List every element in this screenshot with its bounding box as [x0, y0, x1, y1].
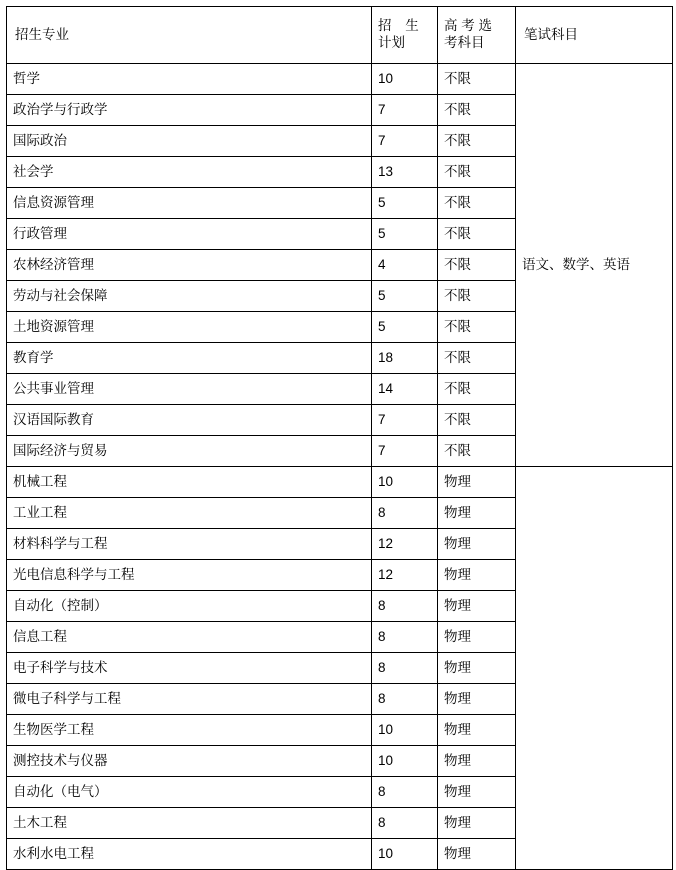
cell-plan: 12 [372, 560, 438, 591]
cell-subject: 物理 [438, 715, 516, 746]
cell-subject: 物理 [438, 622, 516, 653]
cell-major: 测控技术与仪器 [7, 746, 372, 777]
table-header [7, 7, 673, 64]
cell-subject: 物理 [438, 467, 516, 498]
cell-subject: 不限 [438, 312, 516, 343]
cell-major: 国际经济与贸易 [7, 436, 372, 467]
cell-subject: 物理 [438, 560, 516, 591]
cell-major: 土地资源管理 [7, 312, 372, 343]
cell-subject: 不限 [438, 95, 516, 126]
cell-major: 机械工程 [7, 467, 372, 498]
cell-major: 国际政治 [7, 126, 372, 157]
cell-plan: 8 [372, 684, 438, 715]
cell-subject: 物理 [438, 653, 516, 684]
header-row [7, 7, 673, 64]
cell-plan: 10 [372, 64, 438, 95]
cell-exam-subjects [516, 467, 673, 870]
cell-subject: 不限 [438, 374, 516, 405]
cell-major: 生物医学工程 [7, 715, 372, 746]
cell-major: 政治学与行政学 [7, 95, 372, 126]
cell-plan: 8 [372, 591, 438, 622]
cell-plan: 5 [372, 188, 438, 219]
cell-plan: 10 [372, 467, 438, 498]
cell-subject: 不限 [438, 405, 516, 436]
cell-major: 光电信息科学与工程 [7, 560, 372, 591]
cell-subject: 物理 [438, 839, 516, 870]
cell-plan: 10 [372, 839, 438, 870]
cell-major: 汉语国际教育 [7, 405, 372, 436]
cell-major: 社会学 [7, 157, 372, 188]
cell-major: 材料科学与工程 [7, 529, 372, 560]
cell-plan: 14 [372, 374, 438, 405]
cell-plan: 8 [372, 777, 438, 808]
cell-major: 自动化（控制） [7, 591, 372, 622]
cell-major: 教育学 [7, 343, 372, 374]
cell-subject: 不限 [438, 188, 516, 219]
cell-subject: 不限 [438, 281, 516, 312]
cell-subject: 物理 [438, 684, 516, 715]
cell-subject: 不限 [438, 343, 516, 374]
column-header-subject-line2: 考科目 [444, 35, 485, 50]
cell-major: 自动化（电气） [7, 777, 372, 808]
cell-plan: 4 [372, 250, 438, 281]
cell-major: 水利水电工程 [7, 839, 372, 870]
cell-subject: 不限 [438, 219, 516, 250]
column-header-major: 招生专业 [7, 7, 372, 64]
column-header-plan-line1: 招 生 [378, 18, 424, 34]
cell-subject: 物理 [438, 808, 516, 839]
cell-plan: 7 [372, 126, 438, 157]
cell-major: 哲学 [7, 64, 372, 95]
cell-plan: 10 [372, 715, 438, 746]
cell-major: 土木工程 [7, 808, 372, 839]
table-row [7, 64, 673, 95]
cell-plan: 12 [372, 529, 438, 560]
cell-subject: 不限 [438, 250, 516, 281]
cell-subject: 物理 [438, 529, 516, 560]
cell-major: 工业工程 [7, 498, 372, 529]
table-body [7, 64, 673, 870]
cell-major: 电子科学与技术 [7, 653, 372, 684]
cell-subject: 不限 [438, 126, 516, 157]
cell-subject: 物理 [438, 777, 516, 808]
cell-subject: 不限 [438, 436, 516, 467]
cell-plan: 8 [372, 498, 438, 529]
cell-subject: 物理 [438, 498, 516, 529]
cell-major: 农林经济管理 [7, 250, 372, 281]
cell-plan: 8 [372, 622, 438, 653]
cell-major: 微电子科学与工程 [7, 684, 372, 715]
cell-subject: 不限 [438, 157, 516, 188]
cell-major: 劳动与社会保障 [7, 281, 372, 312]
cell-plan: 10 [372, 746, 438, 777]
cell-plan: 7 [372, 436, 438, 467]
cell-plan: 8 [372, 653, 438, 684]
cell-subject: 不限 [438, 64, 516, 95]
cell-plan: 7 [372, 95, 438, 126]
cell-subject: 物理 [438, 591, 516, 622]
column-header-subject-line1: 高 考 选 [444, 18, 493, 34]
cell-major: 公共事业管理 [7, 374, 372, 405]
cell-plan: 7 [372, 405, 438, 436]
cell-exam-subjects: 语文、数学、英语 [516, 64, 673, 467]
table-row [7, 467, 673, 498]
cell-subject: 物理 [438, 746, 516, 777]
column-header-subject [438, 7, 516, 64]
cell-plan: 5 [372, 281, 438, 312]
cell-plan: 5 [372, 219, 438, 250]
column-header-plan [372, 7, 438, 64]
column-header-exam: 笔试科目 [516, 7, 673, 64]
cell-plan: 18 [372, 343, 438, 374]
cell-plan: 5 [372, 312, 438, 343]
cell-major: 信息工程 [7, 622, 372, 653]
column-header-plan-line2: 计划 [378, 35, 405, 50]
cell-plan: 13 [372, 157, 438, 188]
cell-major: 行政管理 [7, 219, 372, 250]
admissions-table [6, 6, 673, 870]
cell-major: 信息资源管理 [7, 188, 372, 219]
cell-plan: 8 [372, 808, 438, 839]
